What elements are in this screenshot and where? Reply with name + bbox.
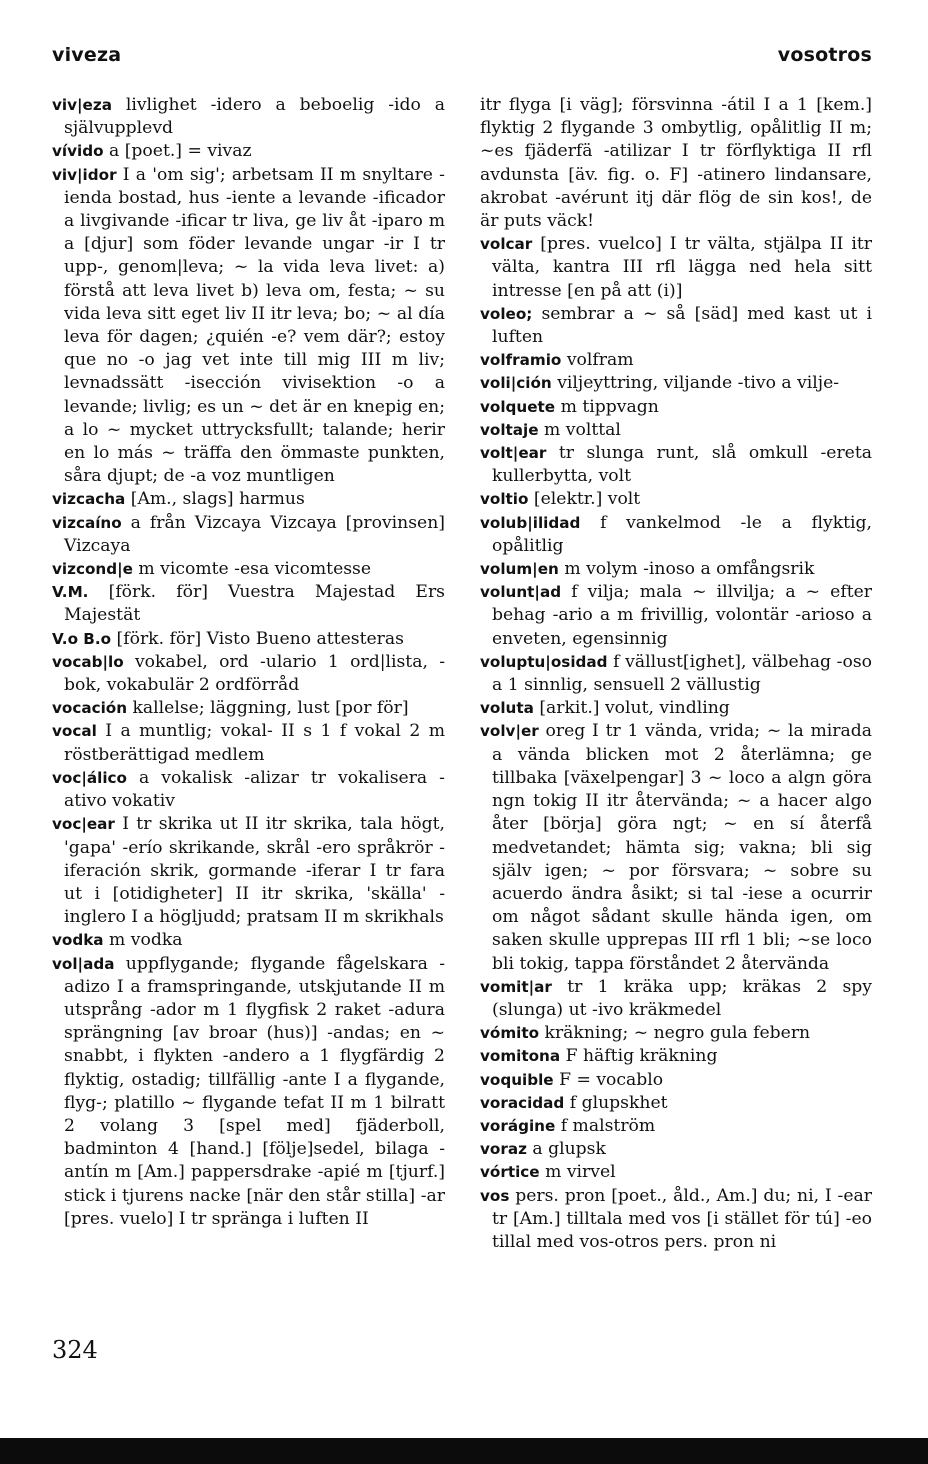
entry-text: [pres. vuelco] I tr välta, stjälpa II itr välta, kantra III rfl lägga ned hela sitt intresse [en på att (i)] [492,234,872,301]
entry-text: F = vocablo [559,1069,664,1090]
entry-text: kallelse; läggning, lust [por för] [132,698,409,719]
entry-headword: vórtice [480,1163,540,1182]
entry-headword: vorágine [480,1116,556,1135]
entry-text: tr 1 kräka upp; kräkas 2 spy (slunga) ut -ivo kräkmedel [492,976,873,1020]
entry-headword: vos [480,1186,510,1205]
dictionary-entry [52,929,445,952]
dictionary-entry [52,720,445,766]
running-head-left: viveza [52,44,122,66]
entry-headword: voluta [480,699,534,718]
entry-headword: vizcond|e [52,560,133,579]
entry-text: tr slunga runt, slå omkull -ereta kullerbytta, volt [492,443,872,487]
dictionary-entry [480,976,872,1022]
entry-text: sembrar a ~ så [säd] med kast ut i luften [492,303,872,348]
entry-headword: vomitona [480,1047,561,1066]
entry-headword: V.M. [52,583,89,602]
page-number: 324 [52,1336,98,1364]
entry-headword: volcar [480,235,533,254]
entry-text: f malström [560,1115,656,1136]
entry-headword: voraz [480,1140,527,1159]
entry-headword: vomit|ar [480,977,552,996]
entry-headword: volframio [480,351,562,370]
entry-headword: vívido [52,142,104,161]
entry-headword: voltio [480,490,529,509]
entry-text: uppflygande; flygande fågelskara -adizo I a framspringande, utskjutande II m utsprång -ador m 1 flygfisk 2 raket -adura sprängning [av broar (hus)] -andas; en ~ snabbt, i flykten -andero a 1 flygfärdig 2 flyktig, ostadig; tillfällig -ante I a flygande, flyg-; platillo ~ flygande tefat II m 1 bilratt 2 volang 3 [spel med] fjäderboll, badminton 4 [hand.] [följe]sedel, bilaga -antín m [Am.] pappersdrake -apié m [tjurf.] stick i tjurens nacke [när den står stilla] -ar [pres. vuelo] I tr spränga i luften II [64,953,445,1229]
dictionary-entry [480,233,872,303]
dictionary-entry [480,1022,872,1045]
entry-headword: vol|ada [52,954,115,973]
dictionary-entry [480,488,872,511]
entry-headword: vocal [52,722,97,741]
entry-headword: volub|ilidad [480,513,581,532]
entry-text: m volttal [544,419,621,440]
entry-text: F häftig kräkning [565,1046,718,1067]
entry-headword: voluptu|osidad [480,652,608,671]
entry-headword: viv|eza [52,96,112,114]
dictionary-entry [480,1185,872,1255]
dictionary-entry [52,581,445,627]
dictionary-entry [52,512,445,558]
entry-text: itr flyga [i väg]; försvinna -átil I a 1 [kem.] flyktig 2 flygande 3 ombytlig, opålitlig II m; ~es fjäderfä -atilizar I tr förflyktiga II rfl avdunsta [äv. fig. o. F] -atinero lindansare, akrobat -avérunt itj där flög de sin kos!, de är puts väck! [480,95,872,232]
entry-headword: volunt|ad [480,583,562,602]
dictionary-entry [480,512,872,558]
dictionary-entry [52,628,445,651]
entry-text: m vicomte -esa vicomtesse [138,559,372,580]
dictionary-entry [480,442,872,488]
entry-headword: vocab|lo [52,652,124,671]
dictionary-entry [52,488,445,511]
dictionary-entry [52,140,445,163]
entry-text: a vokalisk -alizar tr vokalisera -ativo vokativ [64,767,445,812]
dictionary-entry [480,1045,872,1068]
right-column [480,94,872,1254]
dictionary-entry [480,720,872,975]
entry-text: f vilja; mala ~ illvilja; a ~ efter behag -ario a m frivillig, volontär -arioso a enveten, egensinnig [492,582,872,649]
entry-text: [Am., slags] harmus [130,489,305,510]
entry-headword: voquible [480,1070,554,1089]
entry-headword: vizcacha [52,490,126,509]
dictionary-entry [480,651,872,697]
entry-headword: volquete [480,397,556,416]
dictionary-entry [480,1069,872,1092]
entry-text: a från Vizcaya Vizcaya [provinsen] Vizcaya [64,512,445,556]
dictionary-entry [52,697,445,720]
dictionary-entry [480,396,872,419]
entry-headword: voli|ción [480,374,552,393]
entry-text: oreg I tr 1 vända, vrida; ~ la mirada a vända blicken mot 2 återlämna; ge tillbaka [växelpengar] 3 ~ loco a algn göra ngn tokig II itr återvända; ~ a hacer algo åter [börja] göra ngt; ~ en sí återfå medvetandet; hämta sig; vakna; bli sig själv igen; ~ por försvara; ~ sobre su acuerdo ändra åsikt; si tal -iese a ocurrir om något sådant skulle hända igen, om saken skulle upprepas III rfl 1 bli; ~se loco bli tokig, tappa förståndet 2 återvända [492,721,873,974]
entry-headword: voltaje [480,420,539,439]
entry-text: [arkit.] volut, vindling [539,698,730,719]
entry-headword: vizcaíno [52,513,122,532]
entry-headword: voracidad [480,1093,565,1112]
dictionary-entry [52,651,445,697]
entry-headword: vodka [52,931,104,950]
dictionary-entry [52,813,445,929]
entry-text: m vodka [109,930,183,951]
entry-text: m volym -inoso a omfångsrik [564,559,815,580]
dictionary-entry [480,349,872,372]
entry-text: [förk. för] Visto Bueno attesteras [116,628,404,649]
entry-text: f vankelmod -le a flyktig, opålitlig [492,512,873,556]
entry-headword: volt|ear [480,444,547,463]
entry-text: vokabel, ord -ulario 1 ord|lista, -bok, vokabulär 2 ordförråd [64,651,446,696]
dictionary-entry [52,164,445,489]
dictionary-entry [52,94,445,140]
entry-text: f vällust[ighet], välbehag -oso a 1 sinnlig, sensuell 2 vällustig [492,651,873,696]
entry-headword: volum|en [480,560,559,579]
dictionary-entry [480,1161,872,1184]
dictionary-entry [480,94,872,233]
entry-text: a glupsk [532,1139,606,1160]
entry-headword: vocación [52,699,128,718]
entry-text: [förk. för] Vuestra Majestad Ers Majestät [64,582,445,626]
entry-text: m virvel [545,1162,616,1183]
entry-text: a [poet.] = vivaz [109,141,252,162]
entry-headword: viv|idor [52,165,117,184]
dictionary-entry [480,303,872,349]
entry-text: f glupskhet [569,1092,668,1113]
entry-text: I a muntlig; vokal- II s 1 f vokal 2 m röstberättigad medlem [64,721,445,765]
entry-text: volfram [566,350,634,371]
dictionary-entry [480,558,872,581]
entry-text: pers. pron [poet., åld., Am.] du; ni, I -ear tr [Am.] tilltala med vos [i stället för tú] -eo tillal med vos-otros pers. pron ni [492,1185,872,1252]
entry-text: kräkning; ~ negro gula febern [544,1023,811,1044]
entry-headword: volv|er [480,722,539,741]
dictionary-entry [52,767,445,813]
entry-text: [elektr.] volt [533,489,641,510]
entry-text: I tr skrika ut II itr skrika, tala högt, 'gapa' -erío skrikande, skrål -ero språkrör -iferación skrik, gormande -iferar I tr fara ut i [otidigheter] II itr skrika, 'skälla' -inglero I a högljudd; pratsam II m skrikhals [64,814,445,928]
dictionary-entry [480,372,872,395]
dictionary-entry [52,953,445,1231]
dictionary-entry [480,419,872,442]
entry-headword: vómito [480,1024,540,1043]
dictionary-entry [480,581,872,651]
dictionary-entry [52,558,445,581]
entry-text: livlighet -idero a beboelig -ido a självupplevd [64,95,445,139]
entry-headword: voc|ear [52,815,115,834]
entry-text: viljeyttring, viljande -tivo a vilje- [557,373,840,394]
entry-text: m tippvagn [560,396,659,417]
dictionary-entry [480,1115,872,1138]
entry-headword: V.o B.o [52,629,112,648]
entry-headword: voleo; [480,304,533,323]
left-column [52,94,445,1231]
dictionary-entry [480,1092,872,1115]
scan-edge-band [0,1438,928,1464]
entry-headword: voc|álico [52,768,127,787]
running-head-right: vosotros [777,44,872,66]
dictionary-entry [480,697,872,720]
dictionary-entry [480,1138,872,1161]
entry-text: I a 'om sig'; arbetsam II m snyltare -ienda bostad, hus -iente a levande -ificador a livgivande -ificar tr liva, ge liv åt -iparo m a [djur] som föder levande ungar -ir I tr upp-, genom|leva; ~ la vida leva livet: a) förstå att leva livet b) leva om, festa; ~ su vida leva sitt eget liv II itr leva; bo; ~ al día leva för dagen; ¿quién -e? vem där?; estoy que no -o jag vet inte till mig III m liv; levnadssätt -isección vivisektion -o a levande; livlig; es un ~ det är en knepig en; a lo ~ mycket uttrycksfullt; talande; herir en lo más ~ träffa den ömmaste punkten, såra djupt; de -a voz muntligen [64,164,445,487]
